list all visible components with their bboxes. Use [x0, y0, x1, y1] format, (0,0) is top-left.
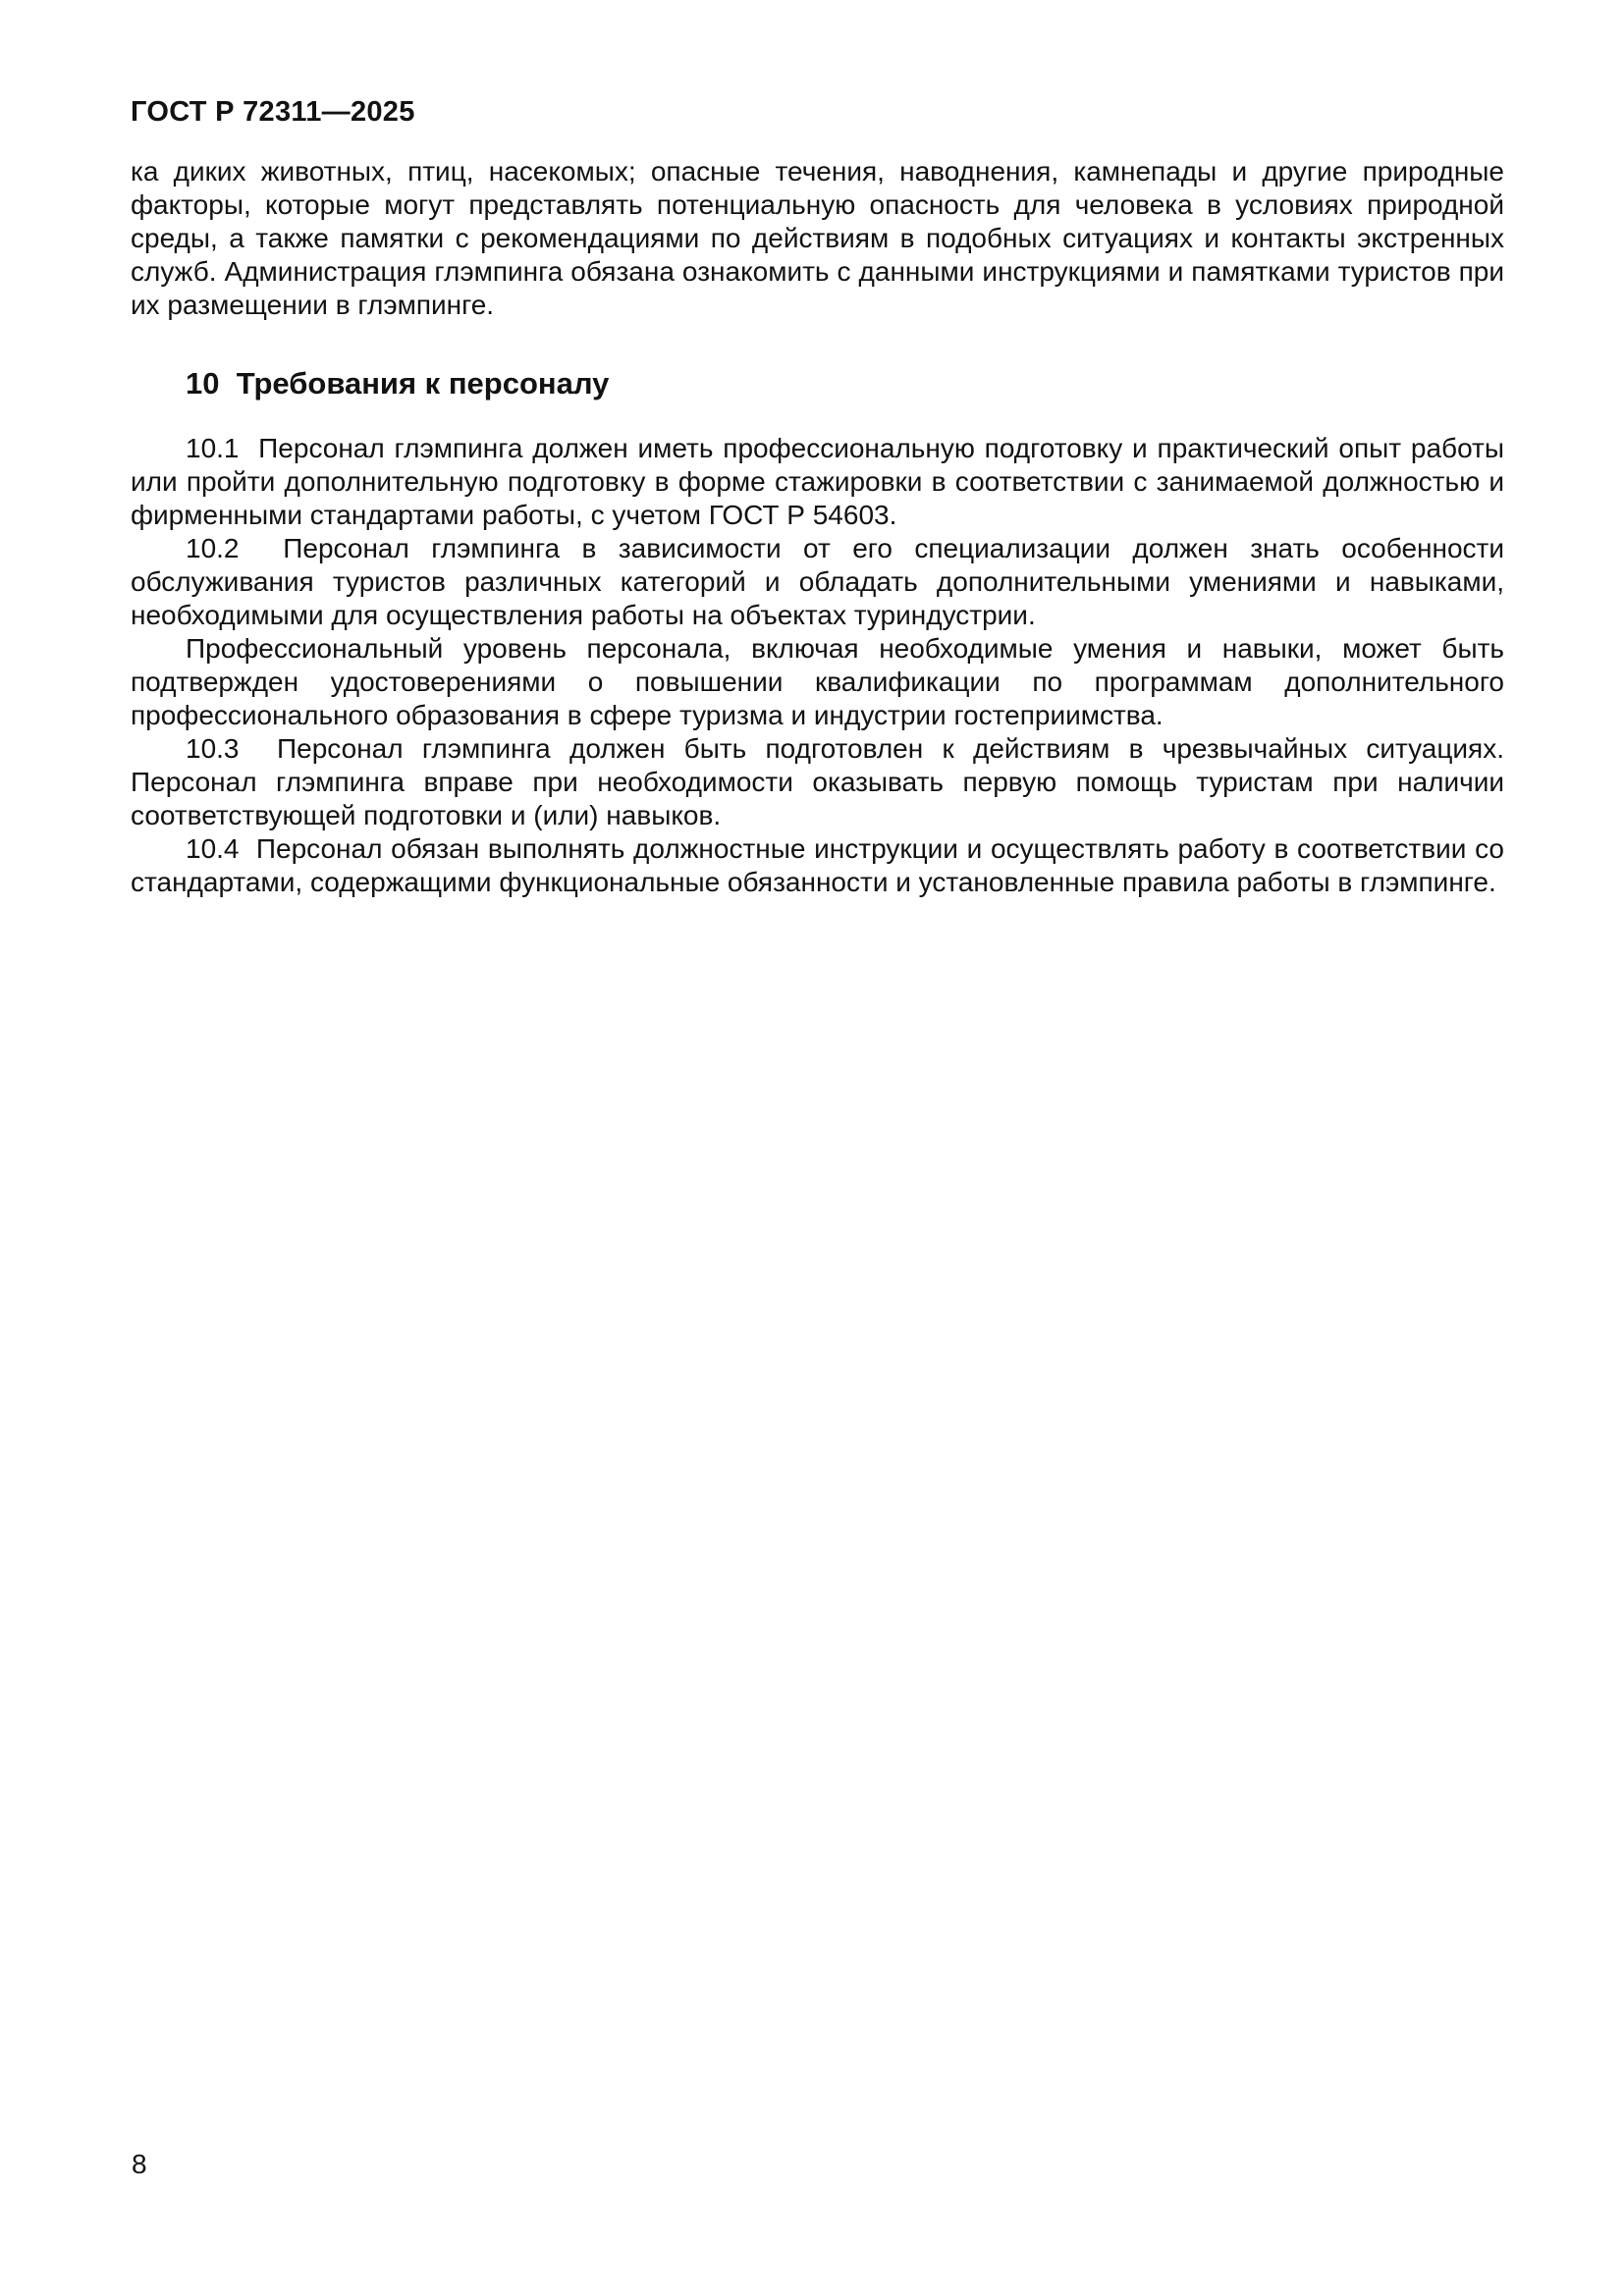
continuation-paragraph: ка диких животных, птиц, насекомых; опасные течения, наводнения, камнепады и другие природные факторы, которые могут представлять потенциальную опасность для человека в условиях природной среды, а также памятки с рекомендациями по действиям в подобных ситуациях и контакты экстренных служб. Администрация глэмпинга обязана ознакомить с данными инструкциями и памятками туристов при их размещении в глэмпинге.: [131, 156, 1504, 320]
body-paragraph-10-2: 10.2 Персонал глэмпинга в зависимости от его специализации должен знать особенности обслуживания туристов различных категорий и обладать дополнительными умениями и навыками, необходимыми для осуществления работы на объектах туриндустрии.: [131, 533, 1504, 630]
body-paragraph-professional-level: Профессиональный уровень персонала, включая необходимые умения и навыки, может быть подтвержден удостоверениями о повышении квалификации по программам дополнительного профессионального образования в сфере туризма и индустрии гостеприимства.: [131, 633, 1504, 730]
body-paragraph-10-3: 10.3 Персонал глэмпинга должен быть подготовлен к действиям в чрезвычайных ситуациях. Персонал глэмпинга вправе при необходимости оказывать первую помощь туристам при наличии соответствующей подготовки и (или) навыков.: [131, 733, 1504, 830]
body-paragraph-10-4: 10.4 Персонал обязан выполнять должностные инструкции и осуществлять работу в соответствии со стандартами, содержащими функциональные обязанности и установленные правила работы в глэмпинге.: [131, 833, 1504, 897]
body-paragraph-10-1: 10.1 Персонал глэмпинга должен иметь профессиональную подготовку и практический опыт работы или пройти дополнительную подготовку в форме стажировки в соответствии с занимаемой должностью и фирменными стандартами работы, с учетом ГОСТ Р 54603.: [131, 433, 1504, 530]
running-header-doc-code: ГОСТ Р 72311—2025: [131, 96, 415, 128]
page-content: [131, 155, 1504, 899]
section-heading: 10 Требования к персоналу: [186, 366, 610, 400]
page-number: 8: [132, 2149, 147, 2179]
